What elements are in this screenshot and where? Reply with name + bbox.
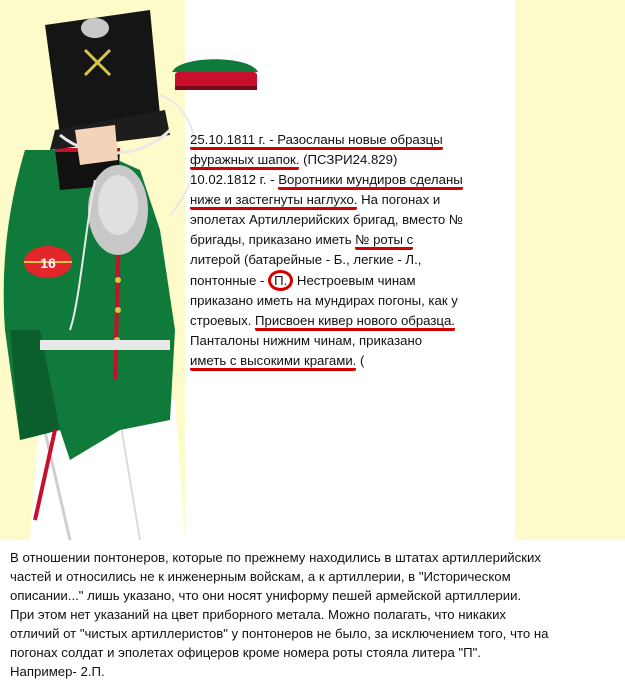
- body-line-6: погонах солдат и эполетах офицеров кроме номера роты стояла литера "П".: [10, 645, 481, 660]
- caption-line-5: эполетах Артиллерийских бригад, вместо №: [190, 212, 464, 227]
- face: [75, 125, 118, 165]
- caption-line-11: Панталоны нижним чинам, приказано: [190, 333, 423, 348]
- decree-caption: [190, 130, 520, 371]
- body-line-4: При этом нет указаний на цвет приборного метала. Можно полагать, что никаких: [10, 607, 507, 622]
- circled-letter: П.: [268, 270, 293, 291]
- caption-line-6: бригады, приказано иметь № роты с: [190, 230, 520, 250]
- body-line-2: частей и относились не к инженерным войскам, а к артиллерии, в "Историческом: [10, 569, 511, 584]
- caption-line-4: ниже и застегнуты наглухо. На погонах и: [190, 190, 520, 210]
- caption-line-12: иметь с высокими крагами. (: [190, 351, 520, 371]
- caption-line-3: 10.02.1812 г. - Воротники мундиров сделаны: [190, 170, 520, 190]
- body-line-7: Например- 2.П.: [10, 664, 105, 679]
- caption-line-2: фуражных шапок. (ПСЗРИ24.829): [190, 150, 520, 170]
- caption-line-8: понтонные - П. Нестроевым чинам: [190, 270, 520, 291]
- caption-line-7: литерой (батарейные - Б., легкие - Л.,: [190, 252, 422, 267]
- body-paragraph: [10, 548, 620, 681]
- epaulette-badge: [24, 246, 72, 278]
- badge-number: 16: [40, 255, 56, 271]
- body-line-5: отличий от "чистых артиллеристов" у понтонеров не было, за исключением того, что на: [10, 626, 549, 641]
- forage-cap: [172, 59, 258, 90]
- belt: [40, 340, 170, 350]
- body-line-3: описании..." лишь указано, что они носят униформу пешей армейской артиллерии.: [10, 588, 522, 603]
- caption-line-1: 25.10.1811 г. - Разосланы новые образцы: [190, 130, 520, 150]
- caption-line-10: строевых. Присвоен кивер нового образца.: [190, 311, 520, 331]
- epaulette: [88, 165, 148, 255]
- body-line-1: В отношении понтонеров, которые по прежнему находились в штатах артиллерийских: [10, 550, 541, 565]
- caption-line-9: приказано иметь на мундирах погоны, как у: [190, 293, 458, 308]
